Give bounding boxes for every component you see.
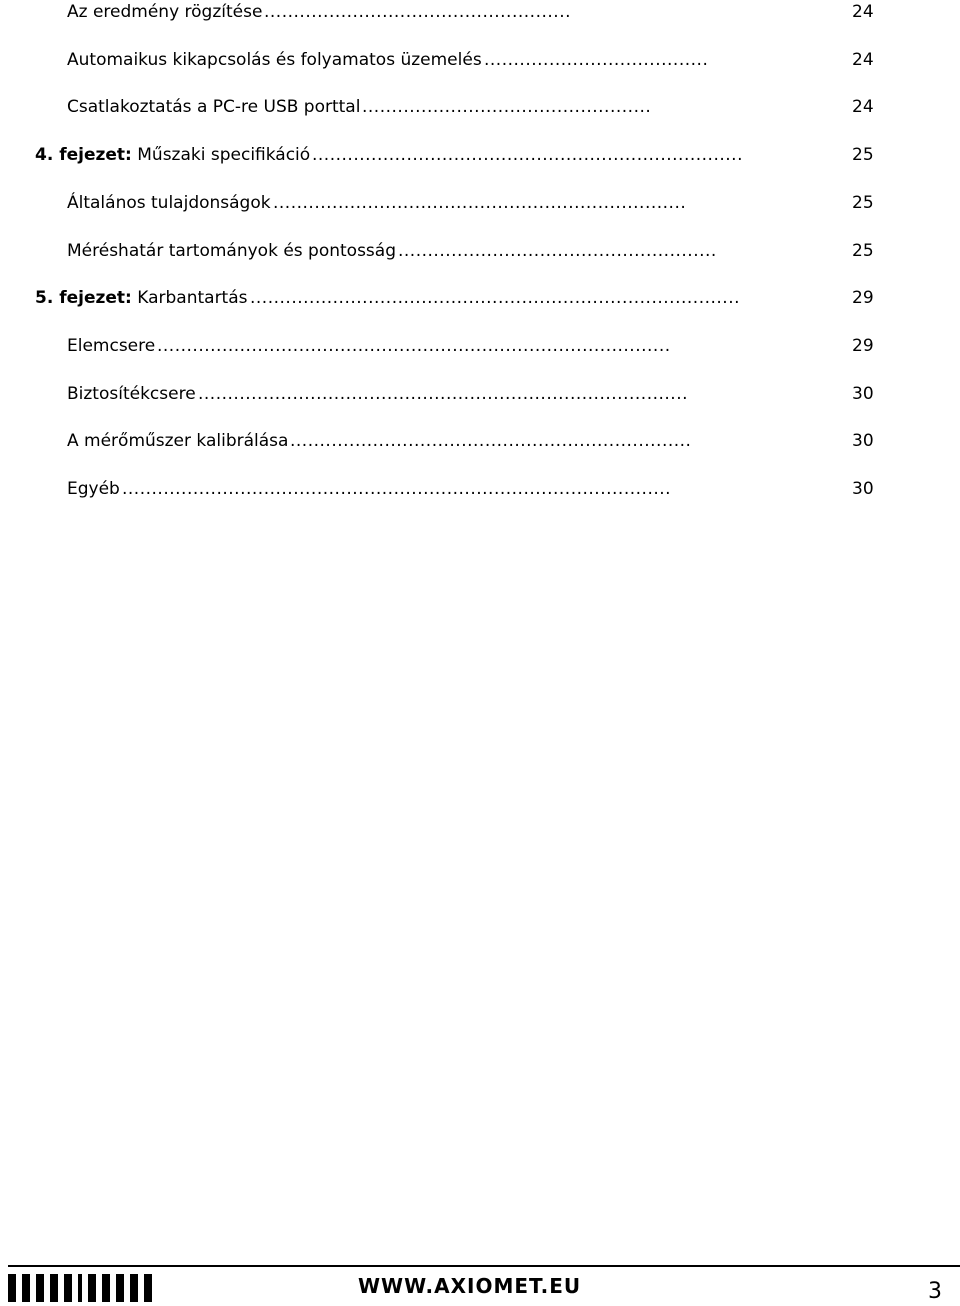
toc-entry[interactable] xyxy=(0,239,960,263)
toc-entry-title[interactable] xyxy=(67,95,360,119)
toc-entry-label: Egyéb xyxy=(67,479,120,499)
toc-entry-title[interactable] xyxy=(67,429,288,453)
toc-dot-leader: .................................................................... xyxy=(290,431,692,452)
toc-entry[interactable] xyxy=(0,286,960,310)
toc-entry[interactable] xyxy=(0,95,960,119)
toc-page-number: 25 xyxy=(852,192,874,213)
toc-entry-label: A mérőműszer kalibrálása xyxy=(67,431,289,452)
toc-entry[interactable] xyxy=(0,191,960,215)
toc-page-number: 30 xyxy=(852,383,874,404)
toc-entry-title[interactable] xyxy=(67,239,396,263)
toc-page-number: 29 xyxy=(852,335,874,356)
toc-dot-leader: ....................................................................................... xyxy=(157,335,671,356)
toc-entry-label: Elemcsere xyxy=(67,335,156,356)
toc-entry-label: Csatlakoztatás a PC-re USB porttal xyxy=(67,97,361,118)
toc-dot-leader: ...................................................................... xyxy=(273,192,687,213)
toc-page-number: 30 xyxy=(852,431,874,452)
toc-page-number: 24 xyxy=(852,2,874,22)
toc-entry[interactable] xyxy=(0,143,960,167)
toc-entry[interactable] xyxy=(0,477,960,501)
chapter-number: 5. fejezet: xyxy=(35,288,132,309)
barcode-stripes-logo-icon xyxy=(8,1272,158,1302)
toc-entry-label: Biztosítékcsere xyxy=(67,383,196,404)
toc-entry-title[interactable] xyxy=(35,143,310,167)
toc-entry-label: Általános tulajdonságok xyxy=(67,192,271,213)
toc-entry[interactable] xyxy=(0,334,960,358)
toc-page-number: 30 xyxy=(852,479,874,499)
toc-entry-label: Az eredmény rögzítése xyxy=(67,2,263,22)
toc-entry-label: Méréshatár tartományok és pontosság xyxy=(67,240,397,261)
toc-entry-title[interactable] xyxy=(67,334,155,358)
toc-entry-title[interactable] xyxy=(67,48,482,72)
toc-page-number: 24 xyxy=(852,49,874,70)
toc-entry-title[interactable] xyxy=(67,191,271,215)
toc-dot-leader: ................................................................................... xyxy=(250,288,741,309)
toc-entry[interactable] xyxy=(0,429,960,453)
toc-dot-leader: ...................................................... xyxy=(398,240,717,261)
toc-entry[interactable] xyxy=(0,0,960,24)
toc-entry-title[interactable] xyxy=(35,286,248,310)
chapter-number: 4. fejezet: xyxy=(35,145,132,166)
footer-website-url: WWW.AXIOMET.EU xyxy=(358,1274,582,1298)
toc-page-number: 24 xyxy=(852,97,874,118)
toc-page-number: 29 xyxy=(852,288,874,309)
toc-entry-title[interactable] xyxy=(67,382,196,406)
toc-entry-title[interactable] xyxy=(67,477,120,501)
toc-entry[interactable] xyxy=(0,382,960,406)
toc-entry[interactable] xyxy=(0,48,960,72)
toc-dot-leader: ...................................... xyxy=(484,49,709,70)
toc-entry-label: Műszaki specifikáció xyxy=(137,145,311,166)
toc-entry-title[interactable] xyxy=(67,0,262,24)
toc-entry-label: Automaikus kikapcsolás és folyamatos üzemelés xyxy=(67,49,482,70)
toc-dot-leader: .................................................... xyxy=(264,2,571,22)
page-number: 3 xyxy=(928,1279,942,1304)
toc-page-number: 25 xyxy=(852,145,874,166)
toc-dot-leader: ............................................................................................. xyxy=(122,479,672,499)
toc-page-number: 25 xyxy=(852,240,874,261)
toc-dot-leader: ................................................. xyxy=(362,97,652,118)
toc-dot-leader: ......................................................................... xyxy=(312,145,743,166)
toc-entry-label: Karbantartás xyxy=(137,288,248,309)
toc-dot-leader: ................................................................................... xyxy=(198,383,689,404)
footer-divider xyxy=(8,1265,960,1267)
